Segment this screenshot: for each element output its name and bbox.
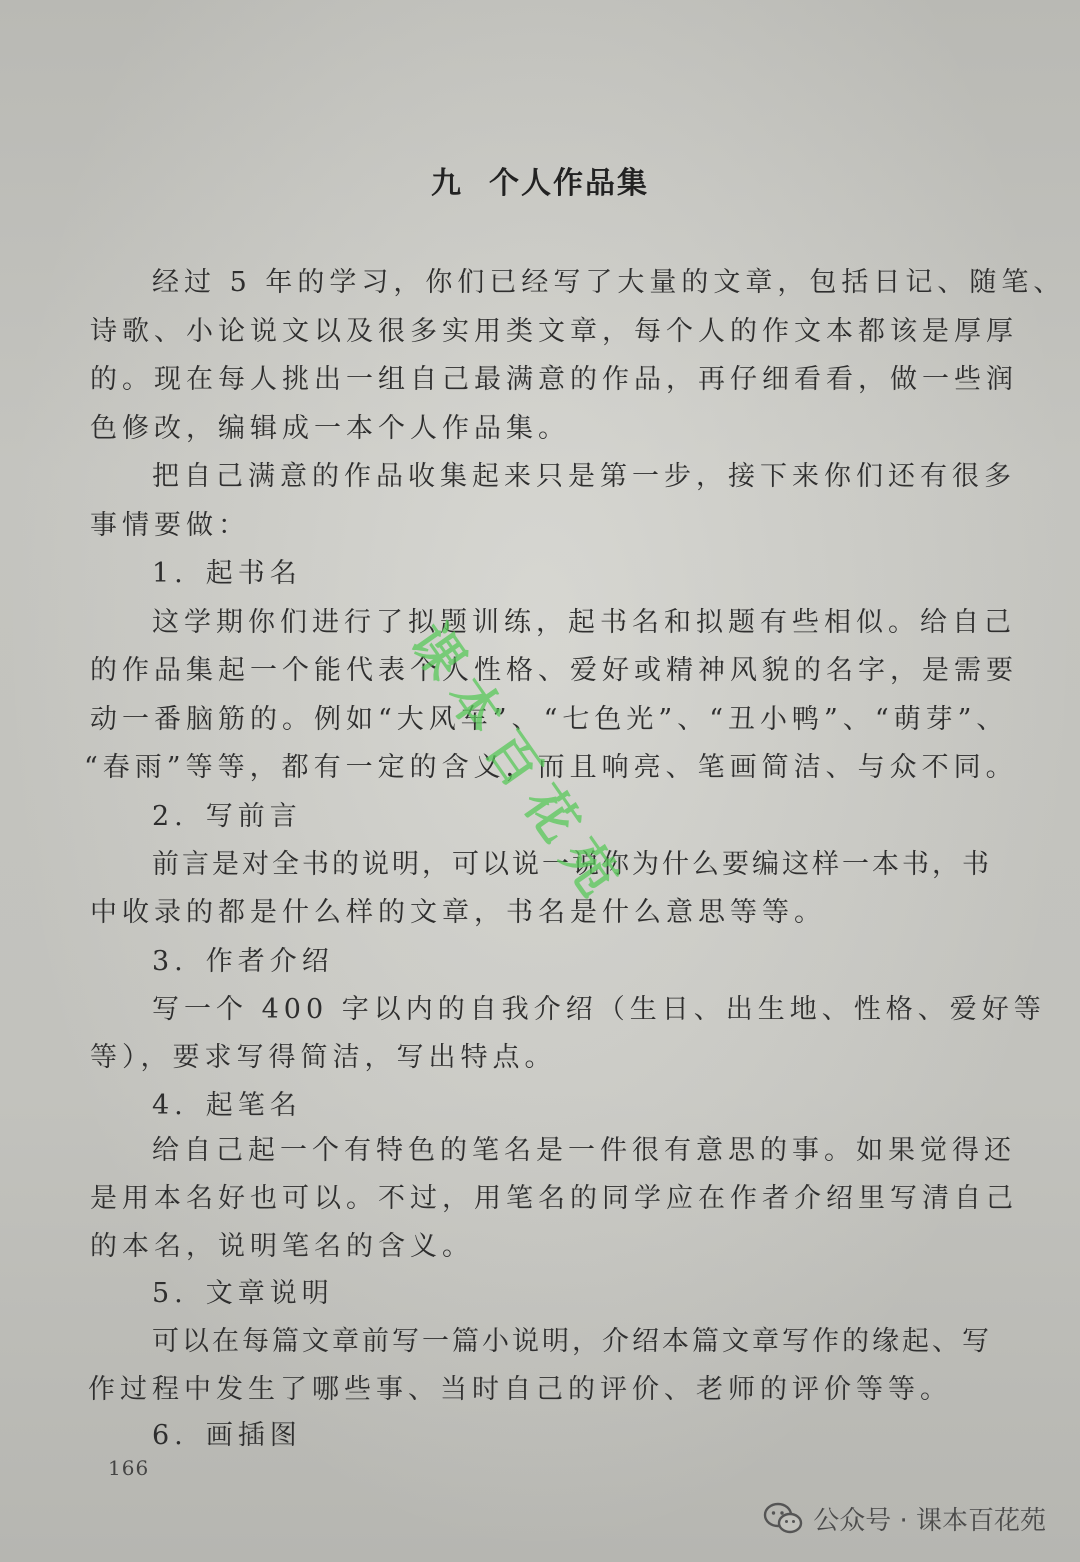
section-line: 这学期你们进行了拟题训练，起书名和拟题有些相似。给自己	[152, 607, 1016, 638]
section-title: 文章说明	[205, 1278, 334, 1309]
intro-line: 经过 5 年的学习，你们已经写了大量的文章，包括日记、随笔、	[152, 267, 1066, 298]
section-number: 3.	[152, 946, 188, 977]
footer-account	[763, 1500, 1046, 1537]
intro-line: 的。现在每人挑出一组自己最满意的作品，再仔细看看，做一些润	[90, 364, 1018, 395]
section-heading	[152, 1413, 302, 1452]
section-title: 写前言	[205, 801, 302, 832]
intro-line: 色修改，编辑成一本个人作品集。	[90, 413, 570, 444]
intro-line: 事情要做：	[90, 510, 250, 541]
intro-line: 把自己满意的作品收集起来只是第一步，接下来你们还有很多	[152, 461, 1016, 492]
footer-text: 公众号 · 课本百花苑	[813, 1506, 1046, 1536]
section-line: 是用本名好也可以。不过，用笔名的同学应在作者介绍里写清自己	[90, 1183, 1018, 1214]
section-heading	[152, 551, 302, 590]
section-line: “春雨”等等，都有一定的含义，而且响亮、笔画简洁、与众不同。	[84, 752, 1018, 783]
section-line: 可以在每篇文章前写一篇小说明，介绍本篇文章写作的缘起、写	[152, 1326, 992, 1357]
section-heading	[152, 939, 334, 978]
section-heading	[152, 794, 302, 833]
section-title: 起笔名	[205, 1090, 302, 1121]
section-line: 前言是对全书的说明，可以说一说你为什么要编这样一本书，书	[152, 849, 992, 880]
section-title: 起书名	[205, 558, 302, 589]
page-number: 166	[108, 1456, 150, 1480]
section-line: 中收录的都是什么样的文章，书名是什么意思等等。	[90, 897, 826, 928]
section-number: 5.	[152, 1278, 188, 1309]
section-heading	[152, 1083, 302, 1122]
section-heading	[152, 1271, 334, 1310]
section-title: 画插图	[205, 1420, 302, 1451]
section-title: 作者介绍	[205, 946, 334, 977]
watermark-text: 课本百花苑	[397, 613, 636, 918]
title-text: 个人作品集	[489, 166, 649, 201]
wechat-icon	[763, 1502, 803, 1536]
section-line: 等），要求写得简洁，写出特点。	[90, 1042, 557, 1073]
section-line: 的本名，说明笔名的含义。	[90, 1231, 474, 1262]
section-number: 6.	[152, 1420, 188, 1451]
section-line: 动一番脑筋的。例如“大风车”、“七色光”、“丑小鸭”、“萌芽”、	[90, 704, 1009, 735]
section-number: 1.	[152, 558, 188, 589]
section-line: 写一个 400 字以内的自我介绍（生日、出生地、性格、爱好等	[152, 994, 1046, 1025]
section-line: 的作品集起一个能代表个人性格、爱好或精神风貌的名字，是需要	[90, 655, 1018, 686]
section-line: 给自己起一个有特色的笔名是一件很有意思的事。如果觉得还	[152, 1135, 1016, 1166]
section-number: 4.	[152, 1090, 188, 1121]
intro-line: 诗歌、小论说文以及很多实用类文章，每个人的作文本都该是厚厚	[90, 316, 1018, 347]
title-number: 九	[431, 166, 463, 201]
section-number: 2.	[152, 801, 188, 832]
section-line: 作过程中发生了哪些事、当时自己的评价、老师的评价等等。	[88, 1374, 952, 1405]
page-title	[0, 158, 1080, 202]
